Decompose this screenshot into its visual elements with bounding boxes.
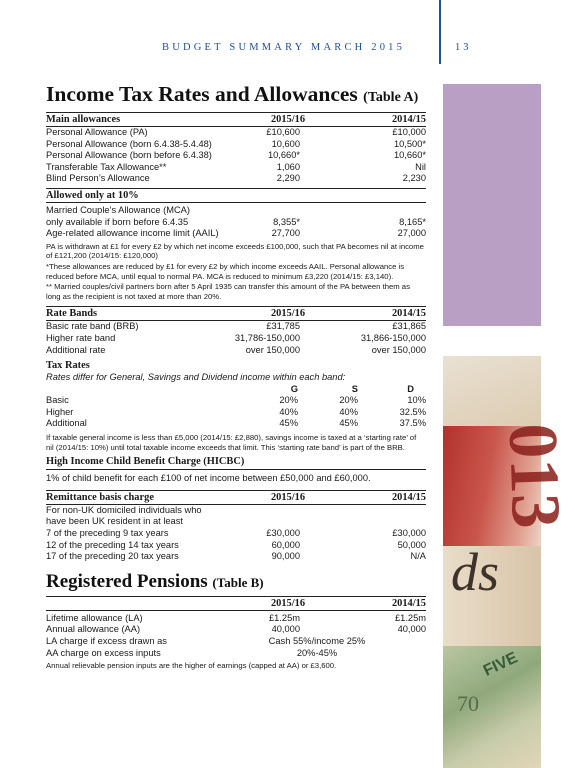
rate-bands-section: [46, 306, 426, 356]
remittance-row: 17 of the preceding 20 tax years 90,000 N/A: [46, 551, 426, 562]
remittance-row: 12 of the preceding 14 tax years 60,000 50,000: [46, 539, 426, 550]
main-allowances-rows: [46, 127, 426, 185]
table-a-title: Income Tax Rates and Allowances (Table A): [46, 82, 419, 106]
allowance-notes: [46, 242, 426, 302]
pensions-header: 2015/16 2014/15: [46, 597, 426, 611]
allowance-row: Personal Allowance (PA) £10,600 £10,000: [46, 127, 426, 137]
photo-script-text: ds: [451, 542, 500, 602]
remittance-row: 7 of the preceding 9 tax years £30,000 £30,000: [46, 528, 426, 539]
pensions-section: [46, 596, 426, 671]
running-header-title: BUDGET SUMMARY MARCH 2015: [162, 42, 406, 53]
remittance-header: Remittance basis charge 2015/16 2014/15: [46, 491, 426, 503]
decorative-side-panel: [443, 84, 541, 326]
allowance-row: Personal Allowance (born 6.4.38-5.4.48) 10,600 10,500*: [46, 138, 426, 149]
rate-band-row: Additional rate over 150,000 over 150,000: [46, 344, 426, 355]
hicbc-section: [46, 455, 426, 485]
photo-banknote-figure: 70: [457, 691, 479, 716]
hicbc-text: 1% of child benefit for each £100 of net income between £50,000 and £60,000.: [46, 473, 371, 484]
pension-inputs-note: Annual relievable pension inputs are the higher of earnings (capped at AA) or £3,600.: [46, 661, 337, 671]
pension-charge-row: LA charge if excess drawn as Cash 55%/income 25%: [46, 636, 366, 646]
page-number: 13: [455, 42, 472, 53]
rate-band-row: Basic rate band (BRB) £31,785 £31,865: [46, 321, 426, 332]
allowance-note: ** Married couples/civil partners born after 5 April 1935 can transfer this amount of the PA between them as long as the recipient is not taxed at more than 20%.: [46, 282, 410, 301]
allowance-row: Married Couple’s Allowance (MCA): [46, 204, 190, 215]
hicbc-title: High Income Child Benefit Charge (HICBC): [46, 455, 426, 470]
allowance-note: PA is withdrawn at £1 for every £2 by which net income exceeds £100,000, such that PA becomes nil at income of £121,200 (2014/15: £120,000): [46, 241, 424, 261]
main-allowances-header: Main allowances 2015/16 2014/15: [46, 114, 426, 125]
allowance-row: only available if born before 6.4.35 8,355* 8,165*: [46, 216, 426, 227]
pension-row: Annual allowance (AA) 40,000 40,000: [46, 624, 426, 635]
tax-rates-rows: [46, 395, 426, 430]
rate-bands-header: Rate Bands 2015/16 2014/15: [46, 308, 426, 320]
ten-percent-section: [46, 188, 426, 301]
running-header: [0, 42, 541, 58]
tax-rates-columns: G S D: [290, 383, 414, 394]
rate-bands-rows: [46, 321, 426, 356]
starting-rate-note: If taxable general income is less than £5,000 (2014/15: £2,880), savings income is taxed at a ‘starting rate’ of nil (2014/15: 10%) until total taxable income exceeds that limit. This ‘starting rate band’ is part of the BRB.: [46, 433, 417, 452]
main-content: [46, 82, 426, 671]
rate-band-row: Higher rate band 31,786-150,000 31,866-150,000: [46, 332, 426, 343]
allowance-note: *These allowances are reduced by £1 for every £2 by which income exceeds AAIL. Personal allowance is reduced before MCA, until equal to normal PA. MCA is reduced to minimum £3,220 (2014/15: £3,140).: [46, 261, 405, 281]
pension-charge-row: AA charge on excess inputs 20%-45%: [46, 647, 338, 658]
remittance-intro-2: have been UK resident in at least: [46, 516, 183, 527]
ten-percent-header: Allowed only at 10%: [46, 189, 426, 203]
allowance-row: Blind Person’s Allowance 2,290 2,230: [46, 173, 426, 184]
allowance-row: Transferable Tax Allowance** 1,060 Nil: [46, 161, 426, 172]
banknotes-photo: [443, 356, 575, 768]
tax-rates-subtitle: Rates differ for General, Savings and Dividend income within each band:: [46, 372, 346, 383]
pension-row: Lifetime allowance (LA) £1.25m £1.25m: [46, 612, 426, 623]
tax-rates-title: Tax Rates: [46, 360, 90, 372]
remittance-intro-1: For non-UK domiciled individuals who: [46, 504, 202, 515]
photo-banknote-number: 013: [493, 422, 575, 530]
table-b-title: Registered Pensions (Table B): [46, 570, 264, 592]
ten-percent-rows: [46, 205, 426, 240]
pensions-rows: [46, 613, 426, 636]
tax-rates-section: [46, 359, 426, 452]
photo-banknote-word: FIVE: [480, 649, 521, 680]
pensions-charge-rows: [46, 636, 426, 659]
remittance-section: [46, 490, 426, 563]
allowance-row: Age-related allowance income limit (AAIL) 27,700 27,000: [46, 228, 426, 239]
allowance-row: Personal Allowance (born before 6.4.38) 10,660* 10,660*: [46, 150, 426, 161]
tax-rate-row: Higher 40% 40% 32.5%: [46, 406, 426, 417]
tax-rate-row: Additional 45% 45% 37.5%: [46, 418, 426, 429]
tax-rate-row: Basic 20% 20% 10%: [46, 395, 426, 406]
main-allowances-section: [46, 112, 426, 185]
remittance-rows: [46, 528, 426, 563]
